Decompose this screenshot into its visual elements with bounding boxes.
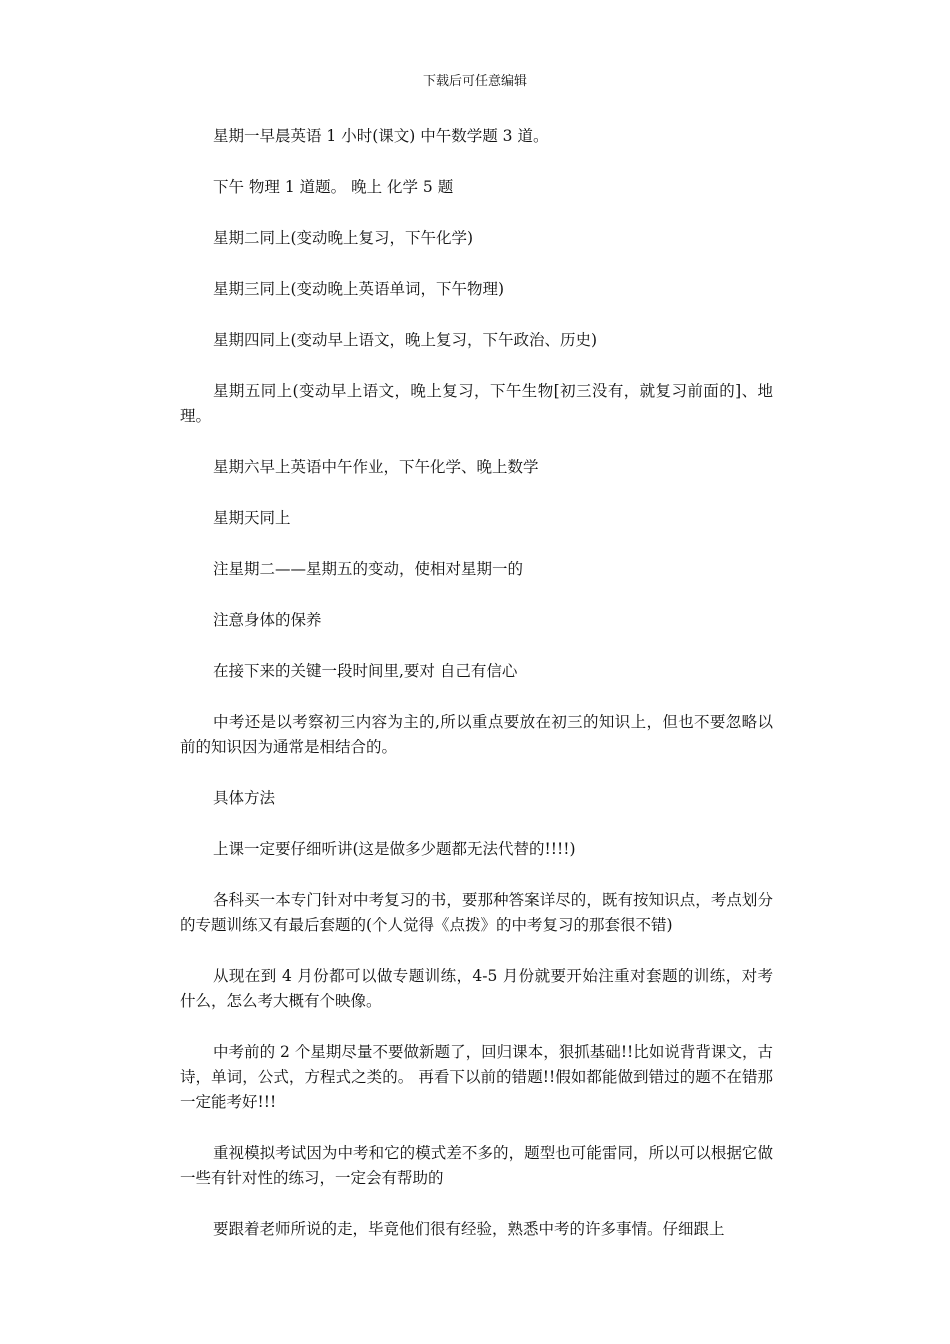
- paragraph: 要跟着老师所说的走，毕竟他们很有经验，熟悉中考的许多事情。仔细跟上: [213, 1220, 725, 1238]
- paragraph: 星期三同上(变动晚上英语单词，下午物理): [213, 280, 505, 298]
- document-body: [180, 124, 773, 1268]
- paragraph: 星期六早上英语中午作业，下午化学、晚上数学: [213, 458, 539, 476]
- paragraph: 各科买一本专门针对中考复习的书，要那种答案详尽的，既有按知识点，考点划分的专题训练又有最后套题的(个人觉得《点拨》的中考复习的那套很不错): [180, 891, 773, 934]
- paragraph: 星期一早晨英语 1 小时(课文) 中午数学题 3 道。: [213, 127, 549, 145]
- paragraph: 星期四同上(变动早上语文，晚上复习，下午政治、历史): [213, 331, 598, 349]
- page-header: 下载后可任意编辑: [422, 74, 527, 89]
- paragraph: 从现在到 4 月份都可以做专题训练，4-5 月份就要开始注重对套题的训练，对考什么，怎么考大概有个映像。: [180, 967, 773, 1010]
- paragraph: 上课一定要仔细听讲(这是做多少题都无法代替的!!!!): [213, 840, 576, 858]
- paragraph: 下午 物理 1 道题。 晚上 化学 5 题: [213, 178, 454, 196]
- paragraph: 星期天同上: [213, 509, 291, 527]
- paragraph: 注意身体的保养: [213, 611, 322, 629]
- paragraph: 重视模拟考试因为中考和它的模式差不多的，题型也可能雷同，所以可以根据它做一些有针对性的练习，一定会有帮助的: [180, 1144, 773, 1187]
- paragraph: 中考还是以考察初三内容为主的,所以重点要放在初三的知识上，但也不要忽略以前的知识因为通常是相结合的。: [180, 713, 773, 756]
- paragraph: 星期二同上(变动晚上复习，下午化学): [213, 229, 474, 247]
- paragraph: 注星期二——星期五的变动，使相对星期一的: [213, 560, 524, 578]
- paragraph: 星期五同上(变动早上语文，晚上复习，下午生物[初三没有，就复习前面的]、地理。: [180, 382, 773, 425]
- paragraph: 具体方法: [213, 789, 276, 807]
- paragraph: 在接下来的关键一段时间里,要对 自己有信心: [213, 662, 518, 680]
- paragraph: 中考前的 2 个星期尽量不要做新题了，回归课本，狠抓基础!!比如说背背课文，古诗，单词，公式，方程式之类的。 再看下以前的错题!!假如都能做到错过的题不在错那一定能考好!!!: [180, 1043, 773, 1111]
